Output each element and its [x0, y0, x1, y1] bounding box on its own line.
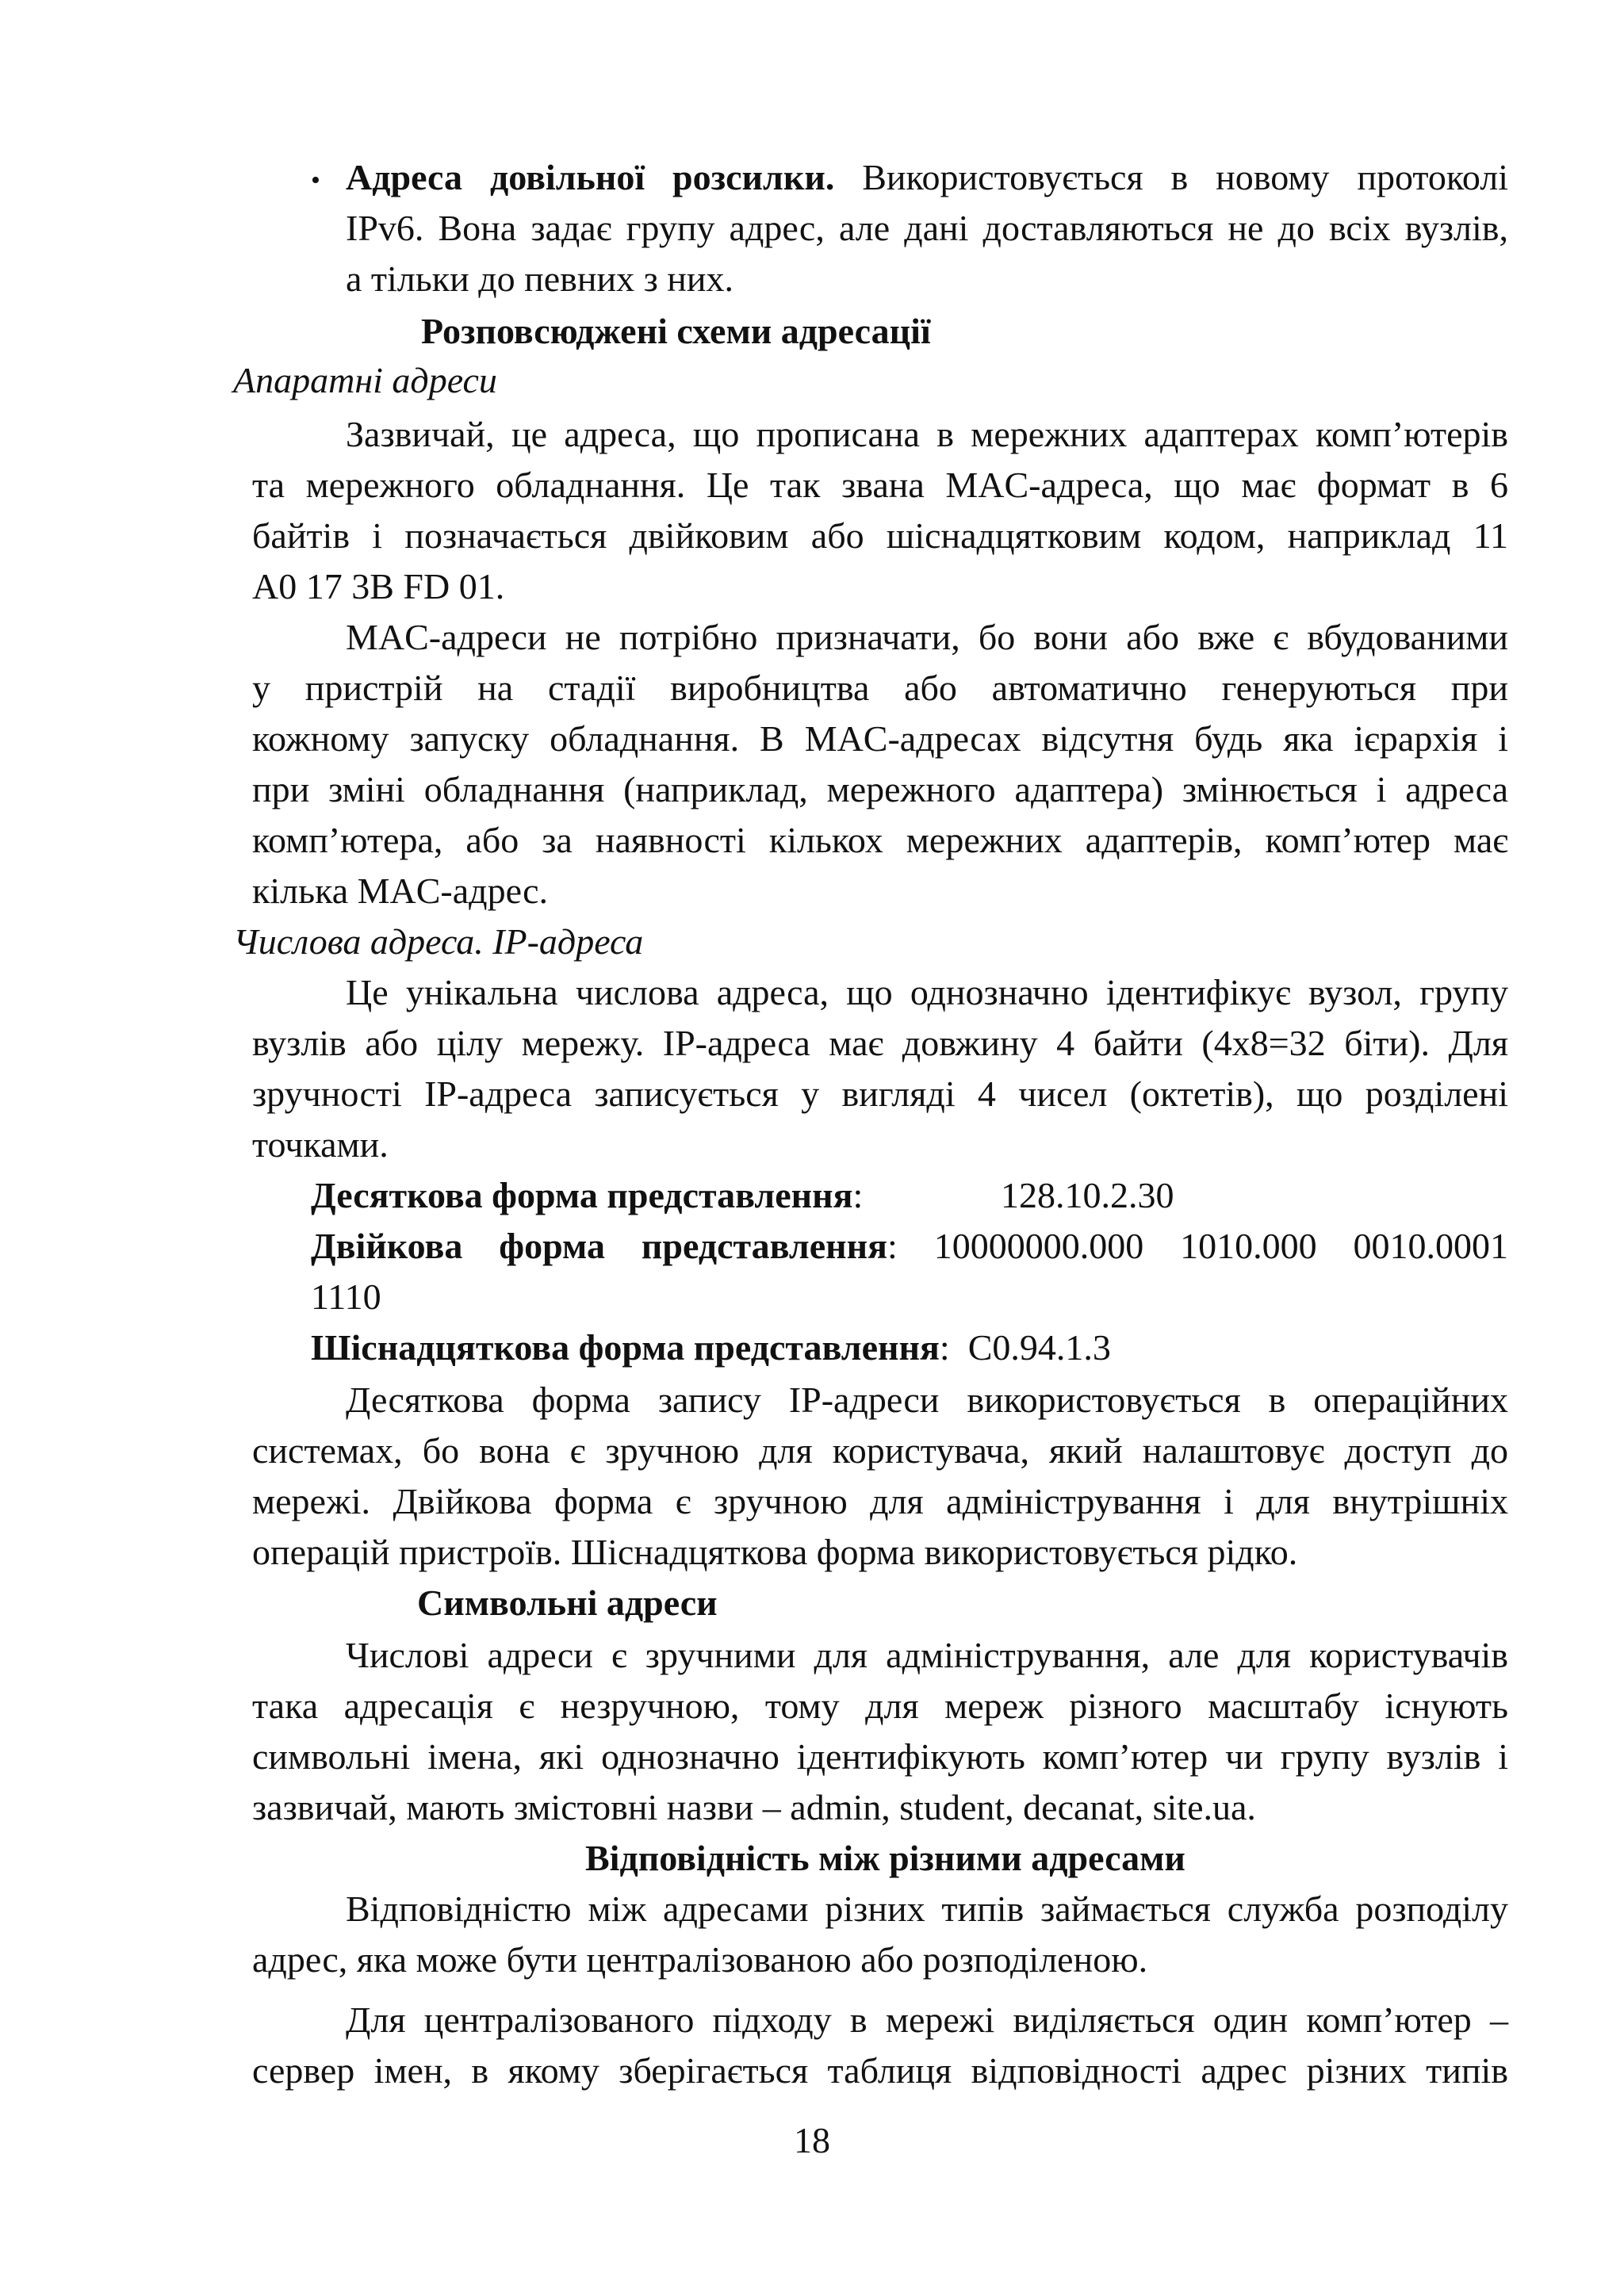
bullet-line-3: а тільки до певних з них. — [346, 258, 733, 299]
ip-p1-line-2: вузлів або цілу мережу. IP-адреса має довжину 4 байти (4х8=32 біти). Для — [252, 1023, 1508, 1063]
bullet-dot: • — [311, 166, 320, 195]
symbolic-p1-line-4: зазвичай, мають змістовні назви – admin, student, decanat, site.ua. — [252, 1787, 1256, 1827]
decimal-form-label — [311, 1172, 863, 1219]
binary-colon: : — [887, 1226, 898, 1266]
ip-p2-line-1: Десяткова форма запису IP-адреси використовується в операційних — [346, 1380, 1508, 1420]
ip-p1-line-3: зручності IP-адреса записується у вигляді 4 чисел (октетів), що розділені — [252, 1073, 1508, 1114]
heading-mapping: Відповідність між різними адресами — [585, 1838, 1185, 1878]
hardware-p1-line-4: A0 17 3B FD 01. — [252, 566, 505, 607]
hardware-p2-line-2: у пристрій на стадії виробництва або автоматично генеруються при — [252, 668, 1508, 708]
bullet-line-2: IPv6. Вона задає групу адрес, але дані доставляються не до всіх вузлів, — [346, 208, 1508, 248]
heading-symbolic: Символьні адреси — [417, 1582, 718, 1623]
hardware-p1-line-1: Зазвичай, це адреса, що прописана в мережних адаптерах комп’ютерів — [346, 414, 1508, 454]
binary-form-line — [311, 1223, 1508, 1270]
hardware-p2-line-3: кожному запуску обладнання. В MAC-адресах відсутня будь яка ієрархія і — [252, 718, 1508, 759]
hardware-p2-line-1: MAC-адреси не потрібно призначати, бо вони або вже є вбудованими — [346, 617, 1508, 657]
hex-label: Шіснадцяткова форма представлення — [311, 1327, 940, 1368]
hardware-p2-line-6: кілька MAC-адрес. — [252, 871, 549, 911]
subheading-hardware: Апаратні адреси — [233, 360, 497, 400]
symbolic-p1-line-1: Числові адреси є зручними для адміністрування, але для користувачів — [346, 1635, 1508, 1675]
symbolic-p1-line-2: така адресація є незручною, тому для мереж різного масштабу існують — [252, 1686, 1508, 1726]
hex-colon: : — [939, 1327, 950, 1368]
binary-form-value: 10000000.000 1010.000 0010.0001 — [933, 1226, 1509, 1266]
hardware-p2-line-5: комп’ютера, або за наявності кількох мережних адаптерів, комп’ютер має — [252, 820, 1508, 860]
bullet-line-1 — [346, 154, 1508, 201]
hex-form-value: C0.94.1.3 — [967, 1327, 1111, 1368]
binary-label-word-3: представлення — [641, 1226, 888, 1266]
hardware-p2-line-4: при зміні обладнання (наприклад, мережного адаптера) змінюється і адреса — [252, 769, 1508, 809]
ip-p2-line-2: системах, бо вона є зручною для користувача, який налаштовує доступ до — [252, 1430, 1508, 1471]
symbolic-p1-line-3: символьні імена, які однозначно ідентифікують комп’ютер чи групу вузлів і — [252, 1736, 1508, 1777]
page-number: 18 — [794, 2120, 830, 2160]
bullet-line-1-rest: Використовується в новому протоколі — [834, 157, 1508, 197]
mapping-p2-line-2: сервер імен, в якому зберігається таблиця відповідності адрес різних типів — [252, 2050, 1508, 2091]
ip-p1-line-4: точками. — [252, 1124, 389, 1165]
ip-p1-line-1: Це унікальна числова адреса, що однозначно ідентифікує вузол, групу — [346, 972, 1508, 1012]
decimal-form-value: 128.10.2.30 — [1001, 1175, 1174, 1215]
binary-label-word-2: форма — [499, 1226, 606, 1266]
mapping-p1-line-1: Відповідністю між адресами різних типів займається служба розподілу — [346, 1888, 1508, 1929]
hardware-p1-line-3: байтів і позначається двійковим або шіснадцятковим кодом, наприклад 11 — [252, 515, 1508, 556]
subheading-ip: Числова адреса. IP-адреса — [233, 921, 644, 962]
mapping-p2-line-1: Для централізованого підходу в мережі виділяється один комп’ютер – — [346, 1999, 1508, 2040]
decimal-label: Десяткова форма представлення — [311, 1175, 853, 1215]
decimal-colon: : — [852, 1175, 864, 1215]
hex-form-line — [311, 1324, 1111, 1372]
heading-schemes: Розповсюджені схеми адресації — [421, 311, 931, 351]
hardware-p1-line-2: та мережного обладнання. Це так звана MAC-адреса, що має формат в 6 — [252, 465, 1508, 505]
ip-p2-line-4: операцій пристроїв. Шіснадцяткова форма використовується рідко. — [252, 1532, 1298, 1572]
binary-form-value-continuation: 1110 — [311, 1276, 381, 1317]
binary-label-word-1: Двійкова — [311, 1226, 463, 1266]
mapping-p1-line-2: адрес, яка може бути централізованою або розподіленою. — [252, 1939, 1148, 1980]
bullet-term: Адреса довільної розсилки. — [346, 157, 835, 197]
ip-p2-line-3: мережі. Двійкова форма є зручною для адміністрування і для внутрішніх — [252, 1481, 1508, 1521]
